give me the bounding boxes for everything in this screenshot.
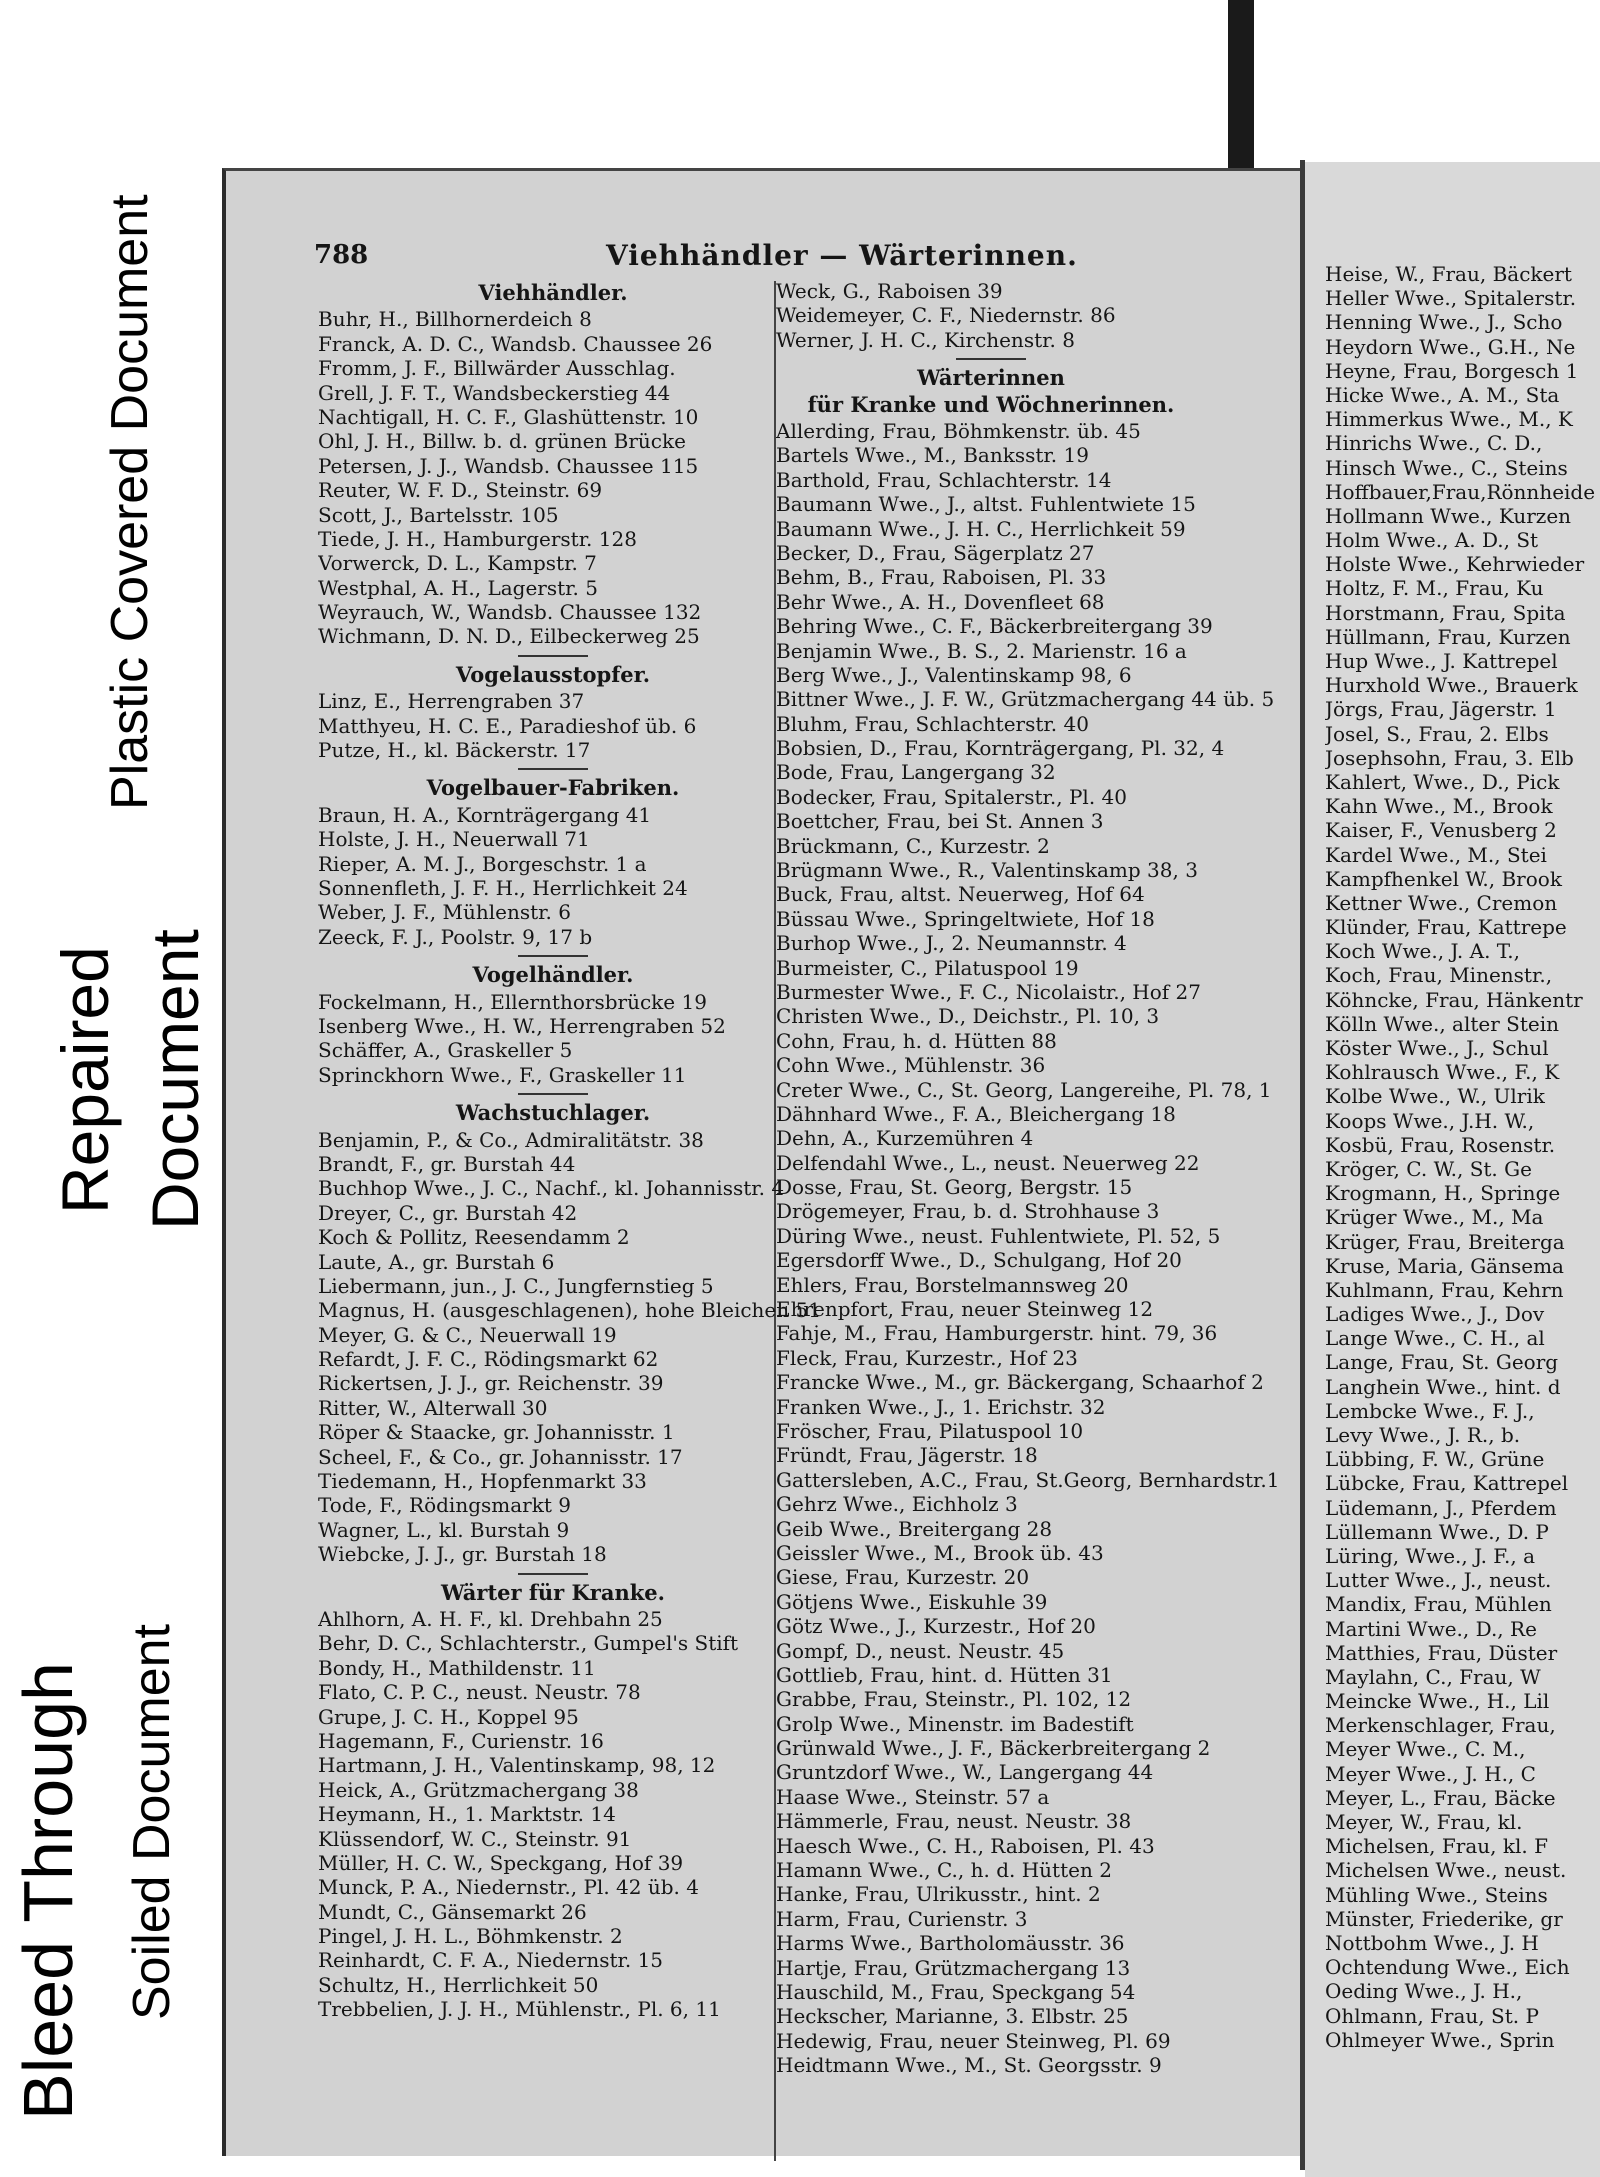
directory-entry: Zeeck, F. J., Poolstr. 9, 17 b [318,924,593,949]
waerterinnen-list [776,419,1316,2078]
directory-entry: Cohn Wwe., Mühlenstr. 36 [776,1053,1046,1078]
directory-entry: Vorwerck, D. L., Kampstr. 7 [318,551,597,576]
directory-entry: Haase Wwe., Steinstr. 57 a [776,1784,1050,1809]
directory-entry: Gottlieb, Frau, hint. d. Hütten 31 [776,1662,1113,1687]
page-number: 788 [314,240,369,270]
directory-entry: Kahn Wwe., M., Brook [1325,794,1553,819]
directory-entry: Ritter, W., Alterwall 30 [318,1395,548,1420]
directory-entry: Buchhop Wwe., J. C., Nachf., kl. Johannisstr. 4 [318,1176,785,1201]
directory-entry: Tiedemann, H., Hopfenmarkt 33 [318,1469,647,1494]
directory-entry: Refardt, J. F. C., Rödingsmarkt 62 [318,1347,659,1372]
directory-entry: Ohlmeyer Wwe., Sprin [1325,2027,1555,2052]
directory-entry: Mandix, Frau, Mühlen [1325,1592,1552,1617]
directory-entry: Köhncke, Frau, Hänkentr [1325,987,1583,1012]
page-header: Viehhändler — Wärterinnen. [606,239,1078,272]
directory-entry: Gompf, D., neust. Neustr. 45 [776,1638,1065,1663]
directory-entry: Bobsien, D., Frau, Kornträgergang, Pl. 32, 4 [776,736,1225,761]
directory-entry: Merkenschlager, Frau, [1325,1713,1556,1738]
directory-entry: Lembcke Wwe., F. J., [1325,1398,1535,1423]
directory-entry: Levy Wwe., J. R., b. [1325,1423,1521,1447]
directory-entry: Röper & Staacke, gr. Johannisstr. 1 [318,1420,675,1445]
directory-entry: Koops Wwe., J.H. W., [1325,1108,1535,1133]
directory-entry: Behr Wwe., A. H., Dovenfleet 68 [776,589,1105,614]
directory-entry: Schäffer, A., Graskeller 5 [318,1038,573,1063]
directory-entry: Behr, D. C., Schlachterstr., Gumpel's Stift [318,1631,739,1656]
directory-entry: Drögemeyer, Frau, b. d. Strohhause 3 [776,1199,1160,1224]
directory-entry: Himmerkus Wwe., M., K [1325,407,1573,432]
directory-entry: Pingel, J. H. L., Böhmkenstr. 2 [318,1924,623,1949]
directory-entry: Krüger Wwe., M., Ma [1325,1205,1544,1230]
directory-entry: Heller Wwe., Spitalerstr. [1325,286,1577,311]
section-heading: Vogelbauer-Fabriken. [426,775,680,801]
directory-entry: Franck, A. D. C., Wandsb. Chaussee 26 [318,331,713,356]
directory-entry: Lübcke, Frau, Kattrepel [1325,1471,1569,1496]
directory-entry: Heidtmann Wwe., M., St. Georgsstr. 9 [776,2053,1162,2078]
directory-entry: Gruntzdorf Wwe., W., Langergang 44 [776,1760,1154,1785]
repaired-document-label [40,850,220,1310]
right-top-entries [776,279,1316,352]
directory-entry: Fockelmann, H., Ellernthorsbrücke 19 [318,989,707,1014]
directory-entry: Heydorn Wwe., G.H., Ne [1325,334,1576,359]
directory-entry: Hicke Wwe., A. M., Sta [1325,382,1560,407]
next-page-column [1325,262,1600,2052]
directory-entry: Behring Wwe., C. F., Bäckerbreitergang 39 [776,614,1213,639]
directory-entry: Krogmann, H., Springe [1325,1181,1561,1206]
directory-entry: Werner, J. H. C., Kirchenstr. 8 [776,327,1075,352]
directory-entry: Fleck, Frau, Kurzestr., Hof 23 [776,1345,1078,1370]
directory-entry: Holm Wwe., A. D., St [1325,528,1539,553]
directory-entry: Wichmann, D. N. D., Eilbeckerweg 25 [318,624,700,649]
directory-entry: Kröger, C. W., St. Ge [1325,1156,1532,1181]
directory-entry: Weyrauch, W., Wandsb. Chaussee 132 [318,600,702,625]
directory-entry: Boettcher, Frau, bei St. Annen 3 [776,809,1104,834]
directory-entry: Bluhm, Frau, Schlachterstr. 40 [776,711,1089,736]
directory-entry: Burmester Wwe., F. C., Nicolaistr., Hof 27 [776,979,1201,1004]
directory-entry: Cohn, Frau, h. d. Hütten 88 [776,1028,1057,1053]
directory-entry: Michelsen, Frau, kl. F [1325,1834,1548,1859]
directory-entry: Düring Wwe., neust. Fuhlentwiete, Pl. 52, 5 [776,1223,1221,1248]
directory-entry: Buhr, H., Billhornerdeich 8 [318,307,592,332]
directory-entry: Heckscher, Marianne, 3. Elbstr. 25 [776,2004,1129,2029]
directory-entry: Laute, A., gr. Burstah 6 [318,1249,555,1274]
directory-entry: Kölln Wwe., alter Stein [1325,1011,1560,1036]
directory-entry: Isenberg Wwe., H. W., Herrengraben 52 [318,1014,726,1038]
directory-entry: Lange, Frau, St. Georg [1325,1350,1559,1375]
directory-entry: Weber, J. F., Mühlenstr. 6 [318,900,571,925]
directory-entry: Götz Wwe., J., Kurzestr., Hof 20 [776,1614,1096,1639]
directory-entry: Josel, S., Frau, 2. Elbs [1325,721,1549,746]
directory-entry: Ehlers, Frau, Borstelmannsweg 20 [776,1272,1129,1297]
directory-entry: Hagemann, F., Curienstr. 16 [318,1728,604,1753]
directory-entry: Liebermann, jun., J. C., Jungfernstieg 5 [318,1273,714,1298]
directory-entry: Scott, J., Bartelsstr. 105 [318,502,559,527]
directory-page [222,168,1316,2156]
directory-entry: Kolbe Wwe., W., Ulrik [1325,1084,1545,1109]
directory-entry: Koch, Frau, Minenstr., [1325,963,1553,988]
directory-entry: Kruse, Maria, Gänsema [1325,1253,1564,1278]
section-heading-waerterinnen: Wärterinnen [917,365,1065,391]
directory-entry: Mundt, C., Gänsemarkt 26 [318,1899,587,1924]
directory-entry: Flato, C. P. C., neust. Neustr. 78 [318,1680,641,1705]
directory-entry: Egersdorff Wwe., D., Schulgang, Hof 20 [776,1248,1182,1273]
directory-entry: Nottbohm Wwe., J. H [1325,1930,1539,1955]
directory-entry: Meincke Wwe., H., Lil [1325,1689,1550,1714]
directory-entry: Maylahn, C., Frau, W [1325,1664,1541,1689]
directory-entry: Burhop Wwe., J., 2. Neumannstr. 4 [776,931,1127,956]
directory-entry: Ohlmann, Frau, St. P [1325,2003,1539,2028]
repaired-line-2: Document [138,929,212,1231]
section-heading: Viehhändler. [478,280,628,305]
directory-entry: Schultz, H., Herrlichkeit 50 [318,1972,599,1997]
directory-entry: Becker, D., Frau, Sägerplatz 27 [776,540,1095,565]
plastic-covered-label: Plastic Covered Document [101,194,159,810]
directory-entry: Tiede, J. H., Hamburgerstr. 128 [318,526,637,551]
directory-entry: Kohlrausch Wwe., F., K [1325,1060,1560,1085]
directory-entry: Sprinckhorn Wwe., F., Graskeller 11 [318,1062,687,1087]
directory-entry: Lüring, Wwe., J. F., a [1325,1543,1536,1568]
directory-entry: Meyer Wwe., C. M., [1325,1737,1526,1762]
directory-entry: Jörgs, Frau, Jägerstr. 1 [1325,697,1557,722]
section-rule [518,1573,588,1575]
binding-strip [1228,0,1254,185]
directory-entry: Lüdemann, J., Pferdem [1325,1495,1557,1520]
directory-entry: Dehn, A., Kurzemühren 4 [776,1126,1034,1151]
directory-entry: Delfendahl Wwe., L., neust. Neuerweg 22 [776,1150,1200,1175]
directory-entry: Nachtigall, H. C. F., Glashüttenstr. 10 [318,404,699,429]
directory-entry: Brügmann Wwe., R., Valentinskamp 38, 3 [776,858,1198,883]
directory-entry: Meyer, W., Frau, kl. [1325,1810,1523,1834]
directory-entry: Meyer, G. & C., Neuerwall 19 [318,1322,617,1347]
directory-entry: Grolp Wwe., Minenstr. im Badestift [776,1711,1134,1736]
directory-entry: Magnus, H. (ausgeschlagenen), hohe Bleichen 51 [318,1298,821,1323]
directory-entry: Lutter Wwe., J., neust. [1325,1568,1552,1593]
soiled-document-label: Soiled Document [123,1624,181,2020]
directory-entry: Hurxhold Wwe., Brauerk [1325,673,1578,698]
directory-entry: Linz, E., Herrengraben 37 [318,689,585,714]
directory-entry: Hinrichs Wwe., C. D., [1325,431,1543,456]
section-heading: Vogelausstopfer. [455,661,651,687]
directory-entry: Ehrenpfort, Frau, neuer Steinweg 12 [776,1297,1154,1322]
directory-entry: Meyer Wwe., J. H., C [1325,1761,1536,1786]
directory-entry: Francke Wwe., M., gr. Bäckergang, Schaarhof 2 [776,1370,1264,1395]
directory-entry: Matthyeu, H. C. E., Paradieshof üb. 6 [318,713,697,738]
directory-entry: Klüssendorf, W. C., Steinstr. 91 [318,1826,632,1851]
directory-entry: Hartmann, J. H., Valentinskamp, 98, 12 [318,1753,716,1778]
directory-entry: Tode, F., Rödingsmarkt 9 [318,1493,571,1518]
directory-entry: Hollmann Wwe., Kurzen [1325,503,1572,528]
directory-entry: Köster Wwe., J., Schul [1325,1036,1549,1060]
directory-entry: Barthold, Frau, Schlachterstr. 14 [776,467,1112,492]
directory-entry: Fründt, Frau, Jägerstr. 18 [776,1443,1038,1468]
directory-entry: Meyer, L., Frau, Bäcke [1325,1785,1556,1810]
directory-entry: Kardel Wwe., M., Stei [1325,842,1547,867]
directory-entry: Christen Wwe., D., Deichstr., Pl. 10, 3 [776,1004,1160,1029]
section-heading: Wärter für Kranke. [441,1579,665,1605]
section-rule [518,655,588,657]
directory-entry: Fahje, M., Frau, Hamburgerstr. hint. 79, 36 [776,1321,1218,1346]
directory-entry: Lübbing, F. W., Grüne [1325,1447,1545,1472]
directory-entry: Scheel, F., & Co., gr. Johannisstr. 17 [318,1444,683,1469]
directory-entry: Heymann, H., 1. Marktstr. 14 [318,1802,616,1827]
directory-entry: Brandt, F., gr. Burstah 44 [318,1151,576,1176]
directory-entry: Bittner Wwe., J. F. W., Grützmachergang 44 üb. 5 [776,687,1275,712]
directory-entry: Weidemeyer, C. F., Niedernstr. 86 [776,303,1116,328]
directory-entry: Grünwald Wwe., J. F., Bäckerbreitergang 2 [776,1736,1211,1761]
directory-entry: Fromm, J. F., Billwärder Ausschlag. [318,356,676,381]
directory-entry: Putze, H., kl. Bäckerstr. 17 [318,738,591,763]
right-column [776,279,1316,2078]
directory-entry: Trebbelien, J. J. H., Mühlenstr., Pl. 6, 11 [318,1997,721,2022]
directory-entry: Bodecker, Frau, Spitalerstr., Pl. 40 [776,784,1127,809]
directory-entry: Fröscher, Frau, Pilatuspool 10 [776,1419,1084,1443]
next-page [1305,162,1600,2177]
directory-entry: Münster, Friederike, gr [1325,1906,1563,1931]
directory-entry: Baumann Wwe., J., altst. Fuhlentwiete 15 [776,492,1196,517]
directory-entry: Holtz, F. M., Frau, Ku [1325,576,1544,601]
directory-entry: Bode, Frau, Langergang 32 [776,760,1056,785]
directory-entry: Benjamin Wwe., B. S., 2. Marienstr. 16 a [776,638,1187,663]
directory-entry: Dähnhard Wwe., F. A., Bleichergang 18 [776,1101,1176,1126]
directory-entry: Grabbe, Frau, Steinstr., Pl. 102, 12 [776,1687,1132,1712]
directory-entry: Kaiser, F., Venusberg 2 [1325,818,1557,843]
directory-entry: Dreyer, C., gr. Burstah 42 [318,1200,578,1225]
directory-entry: Kahlert, Wwe., D., Pick [1325,769,1560,794]
directory-entry: Josephsohn, Frau, 3. Elb [1325,745,1574,770]
directory-entry: Hinsch Wwe., C., Steins [1325,455,1568,480]
directory-entry: Hämmerle, Frau, neust. Neustr. 38 [776,1809,1132,1834]
directory-entry: Mühling Wwe., Steins [1325,1882,1548,1907]
directory-entry: Weck, G., Raboisen 39 [776,279,1003,303]
section-rule [518,768,588,770]
directory-entry: Geissler Wwe., M., Brook üb. 43 [776,1540,1104,1565]
directory-entry: Heise, W., Frau, Bäckert [1325,262,1572,286]
directory-entry: Rickertsen, J. J., gr. Reichenstr. 39 [318,1371,664,1396]
directory-entry: Martini Wwe., D., Re [1325,1616,1537,1641]
directory-entry: Lüllemann Wwe., D. P [1325,1519,1549,1544]
directory-entry: Bondy, H., Mathildenstr. 11 [318,1655,596,1680]
directory-entry: Gehrz Wwe., Eichholz 3 [776,1492,1018,1517]
directory-entry: Behm, B., Frau, Raboisen, Pl. 33 [776,565,1107,590]
directory-entry: Harms Wwe., Bartholomäusstr. 36 [776,1931,1125,1956]
directory-entry: Rieper, A. M. J., Borgeschstr. 1 a [318,851,647,876]
directory-entry: Hüllmann, Frau, Kurzen [1325,624,1571,649]
directory-entry: Klünder, Frau, Kattrepe [1325,915,1567,940]
directory-entry: Ahlhorn, A. H. F., kl. Drehbahn 25 [318,1607,663,1632]
directory-entry: Hedewig, Frau, neuer Steinweg, Pl. 69 [776,2028,1171,2053]
directory-entry: Götjens Wwe., Eiskuhle 39 [776,1589,1048,1614]
directory-entry: Hartje, Frau, Grützmachergang 13 [776,1955,1131,1980]
directory-entry: Dosse, Frau, St. Georg, Bergstr. 15 [776,1175,1133,1200]
section-heading: Vogelhändler. [472,962,634,988]
directory-entry: Ladiges Wwe., J., Dov [1325,1302,1545,1327]
directory-entry: Michelsen Wwe., neust. [1325,1858,1567,1883]
directory-entry: Heyne, Frau, Borgesch 1 [1325,358,1579,383]
directory-entry: Kampfhenkel W., Brook [1325,866,1562,891]
bleed-through-label: Bleed Through [9,1662,87,2120]
directory-entry: Franken Wwe., J., 1. Erichstr. 32 [776,1394,1106,1419]
directory-entry: Kettner Wwe., Cremon [1325,890,1558,915]
directory-entry: Ohl, J. H., Billw. b. d. grünen Brücke [318,429,686,454]
directory-entry: Koch Wwe., J. A. T., [1325,939,1520,964]
directory-entry: Holste, J. H., Neuerwall 71 [318,827,590,852]
directory-entry: Haesch Wwe., C. H., Raboisen, Pl. 43 [776,1833,1155,1858]
directory-entry: Benjamin, P., & Co., Admiralitätstr. 38 [318,1127,704,1152]
section-rule [518,955,588,957]
directory-entry: Krüger, Frau, Breiterga [1325,1229,1565,1254]
directory-entry: Heick, A., Grützmachergang 38 [318,1777,639,1802]
directory-entry: Reuter, W. F. D., Steinstr. 69 [318,478,603,503]
directory-entry: Kuhlmann, Frau, Kehrn [1325,1277,1564,1302]
directory-entry: Harm, Frau, Curienstr. 3 [776,1906,1028,1931]
directory-entry: Kosbü, Frau, Rosenstr. [1325,1132,1556,1157]
directory-entry: Creter Wwe., C., St. Georg, Langereihe, Pl. 78, 1 [776,1077,1272,1102]
section-rule [956,358,1026,360]
directory-entry: Petersen, J. J., Wandsb. Chaussee 115 [318,453,699,478]
directory-entry: Munck, P. A., Niedernstr., Pl. 42 üb. 4 [318,1875,699,1900]
directory-entry: Westphal, A. H., Lagerstr. 5 [318,575,598,600]
section-heading: Wachstuchlager. [455,1100,651,1126]
directory-entry: Hoffbauer,Frau,Rönnheide [1325,479,1596,504]
directory-entry: Braun, H. A., Kornträgergang 41 [318,802,652,827]
directory-entry: Giese, Frau, Kurzestr. 20 [776,1565,1030,1590]
directory-entry: Matthies, Frau, Düster [1325,1640,1558,1665]
directory-entry: Berg Wwe., J., Valentinskamp 98, 6 [776,662,1132,687]
directory-entry: Müller, H. C. W., Speckgang, Hof 39 [318,1850,684,1875]
repaired-line-1: Repaired [48,946,122,1214]
directory-entry: Hup Wwe., J. Kattrepel [1325,649,1558,673]
section-rule [518,1093,588,1095]
directory-entry: Grell, J. F. T., Wandsbeckerstieg 44 [318,380,671,405]
directory-entry: Hamann Wwe., C., h. d. Hütten 2 [776,1858,1112,1883]
directory-entry: Lange Wwe., C. H., al [1325,1326,1545,1351]
directory-entry: Henning Wwe., J., Scho [1325,310,1563,335]
directory-entry: Bartels Wwe., M., Banksstr. 19 [776,443,1089,468]
directory-entry: Hauschild, M., Frau, Speckgang 54 [776,1979,1136,2004]
directory-entry: Geib Wwe., Breitergang 28 [776,1516,1053,1541]
directory-entry: Allerding, Frau, Böhmkenstr. üb. 45 [776,418,1141,443]
directory-entry: Ochtendung Wwe., Eich [1325,1955,1570,1980]
directory-entry: Wagner, L., kl. Burstah 9 [318,1517,570,1542]
directory-entry: Sonnenfleth, J. F. H., Herrlichkeit 24 [318,876,688,901]
directory-entry: Büssau Wwe., Springeltwiete, Hof 18 [776,906,1155,931]
directory-entry: Langhein Wwe., hint. d [1325,1374,1561,1399]
directory-entry: Horstmann, Frau, Spita [1325,600,1566,625]
directory-entry: Hanke, Frau, Ulrikusstr., hint. 2 [776,1882,1101,1907]
directory-entry: Gattersleben, A.C., Frau, St.Georg, Bernhardstr.1 [776,1467,1280,1492]
section-subheading-waerterinnen: für Kranke und Wöchnerinnen. [807,391,1175,417]
directory-entry: Buck, Frau, altst. Neuerweg, Hof 64 [776,882,1145,907]
directory-entry: Oeding Wwe., J. H., [1325,1979,1523,2004]
directory-entry: Holste Wwe., Kehrwieder [1325,552,1585,577]
directory-entry: Wiebcke, J. J., gr. Burstah 18 [318,1542,607,1567]
directory-entry: Koch & Pollitz, Reesendamm 2 [318,1225,630,1250]
directory-entry: Grupe, J. C. H., Koppel 95 [318,1704,579,1729]
directory-entry: Reinhardt, C. F. A., Niedernstr. 15 [318,1948,664,1973]
directory-entry: Brückmann, C., Kurzestr. 2 [776,833,1050,858]
directory-entry: Burmeister, C., Pilatuspool 19 [776,955,1079,980]
directory-entry: Baumann Wwe., J. H. C., Herrlichkeit 59 [776,516,1186,541]
